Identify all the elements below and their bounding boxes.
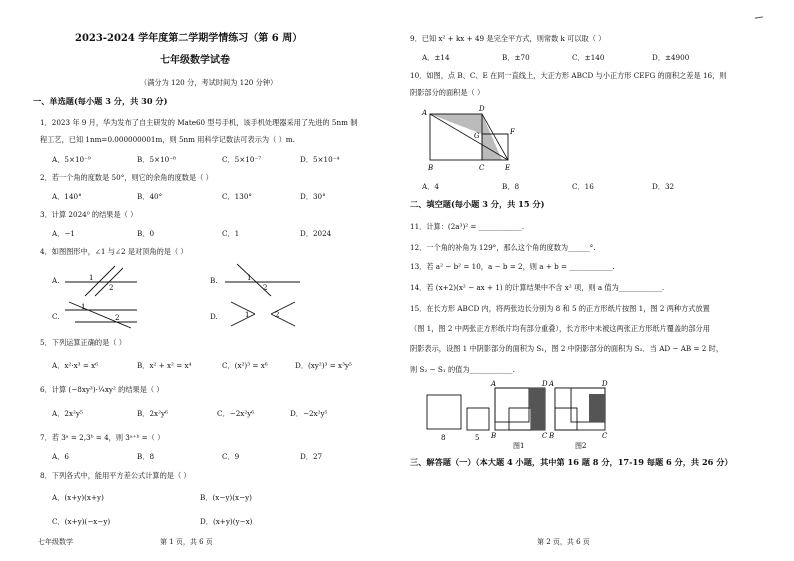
- exam-title: 2023-2024 学年度第二学期学情练习（第 6 周）: [75, 33, 303, 44]
- q10-option-b: B．8: [502, 182, 520, 191]
- q9-option-b: B．±70: [502, 53, 530, 62]
- q3-stem: 3．计算 2024⁰ 的结果是（ ）: [40, 210, 138, 219]
- q3-option-a: A．−1: [52, 229, 75, 238]
- q3-option-b: B．0: [137, 229, 155, 238]
- q6-option-b: B．2x²y⁶: [137, 409, 168, 418]
- q8-option-b: B．(x−y)(x−y): [200, 493, 252, 502]
- q7-option-a: A．6: [52, 452, 69, 461]
- q10-label-f: F: [510, 128, 515, 136]
- q5-option-c: C．(x²)³ = x⁶: [222, 361, 268, 370]
- q10-option-c: C．16: [572, 182, 594, 191]
- q15-line4: 则 S₂ − S₁ 的值为____________.: [410, 365, 515, 374]
- q6-option-c: C．−2x²y⁶: [217, 409, 255, 418]
- q15-fig2-label-d: D: [602, 380, 608, 388]
- q4b-label-1: 1: [247, 274, 252, 282]
- q7-option-b: B．8: [137, 452, 155, 461]
- q10-label-e: E: [505, 164, 511, 172]
- footer-page-right: 第 2 页，共 6 页: [537, 538, 590, 546]
- q8-option-c: C．(x+y)(−x−y): [52, 517, 111, 526]
- q8-option-a: A．(x+y)(x+y): [52, 493, 104, 502]
- q4d-label-2: 2: [275, 311, 280, 319]
- exam-subtitle: 七年级数学试卷: [160, 55, 230, 66]
- q1-option-a: A．5×10⁻⁹: [52, 155, 91, 164]
- q15-fig2-label-c: C: [602, 432, 608, 440]
- q7-option-c: C．9: [222, 452, 240, 461]
- q15-fig1-caption: 图1: [513, 442, 525, 450]
- q9-option-d: D．±4900: [652, 53, 690, 62]
- q1-line2: 程工艺，已知 1nm=0.000000001m，则 5nm 用科学记数法可表示为（ ）m.: [40, 135, 295, 144]
- q10-line1: 10．如图，点 B、C、E 在同一直线上，大正方形 ABCD 与小正方形 CEFG 的面积之差是 16，则: [410, 71, 727, 80]
- q6-option-a: A．2x²y⁵: [52, 409, 83, 418]
- q4c-label-1: 1: [81, 303, 86, 311]
- q1-option-d: D．5×10⁻⁴: [300, 155, 340, 164]
- q2-option-d: D．30°: [300, 192, 326, 201]
- q10-label-a: A: [422, 109, 428, 117]
- q8-stem: 8．下列各式中，能用平方差公式计算的是（ ）: [40, 471, 191, 480]
- ink-mark: [755, 16, 763, 20]
- q10-line2: 阴影部分的面积是（ ）: [410, 88, 485, 97]
- q4a-label-1: 1: [89, 274, 94, 282]
- footer-page-left: 第 1 页，共 6 页: [160, 538, 213, 546]
- q7-stem: 7．若 3ᵃ = 2,3ᵇ = 4，则 3ᵃ⁺ᵇ =（ ）: [40, 433, 165, 442]
- q4-figure-c: [65, 298, 140, 332]
- q2-stem: 2．若一个角的度数是 50°，则它的余角的度数是（ ）: [40, 173, 213, 182]
- q9-option-a: A．±14: [422, 53, 450, 62]
- q4-option-a: A.: [52, 276, 60, 285]
- q14-text: 14．若 (x+2)(x² − ax + 1) 的计算结果中不含 x² 项，则 a 值为____________.: [410, 283, 665, 292]
- q11-text: 11．计算：(2a³)² = ____________.: [410, 222, 525, 231]
- q1-option-c: C．5×10⁻⁷: [222, 155, 262, 164]
- q15-fig2-caption: 图2: [575, 442, 587, 450]
- q4-option-c: C.: [52, 312, 60, 321]
- q10-label-b: B: [428, 164, 434, 172]
- q2-option-c: C．130°: [222, 192, 252, 201]
- q15-fig2-label-b: B: [549, 432, 555, 440]
- q15-line2: （图 1，图 2 中两张正方形纸片均有部分重叠），长方形中未被这两张正方形纸片覆盖的部分用: [410, 324, 710, 333]
- q10-option-a: A．4: [422, 182, 439, 191]
- q6-option-d: D．−2x²y⁵: [290, 409, 328, 418]
- q5-option-d: D．(xy²)³ = x³y⁵: [295, 361, 352, 370]
- footer-subject: 七年级数学: [38, 538, 73, 546]
- q10-figure: [422, 104, 522, 176]
- q15-line1: 15．在长方形 ABCD 内，将两张边长分别为 8 和 5 的正方形纸片按图 1，图 2 两种方式放置: [410, 304, 710, 313]
- q15-label-5: 5: [475, 434, 480, 442]
- q4-figure-d: [225, 298, 305, 332]
- q15-fig2-label-a: A: [549, 380, 555, 388]
- q4-option-b: B.: [210, 276, 218, 285]
- q10-option-d: D．32: [652, 182, 675, 191]
- q4-figure-b: [225, 262, 305, 298]
- q9-stem: 9．已知 x² + kx + 49 是完全平方式，则常数 k 可以取（ ）: [410, 34, 606, 43]
- q4-stem: 4．如图图形中，∠1 与∠2 是对顶角的是（ ）: [40, 247, 188, 256]
- q5-option-a: A．x²·x³ = x⁶: [52, 361, 99, 370]
- q10-label-g: G: [474, 132, 480, 140]
- q7-option-d: D．27: [300, 452, 323, 461]
- q12-text: 12．一个角的补角为 129°，那么这个角的度数为______°.: [410, 243, 596, 252]
- q1-option-b: B．5×10⁻⁸: [137, 155, 176, 164]
- q1-line1: 1．2023 年 9 月，华为发布了自主研发的 Mate60 型号手机，该手机处理器采用了先进的 5nm 制: [40, 118, 358, 127]
- q2-option-a: A．140°: [52, 192, 82, 201]
- q4d-label-1: 1: [245, 311, 250, 319]
- q6-stem: 6．计算 (−8xy³)·¼xy² 的结果是（ ）: [40, 385, 164, 394]
- q15-label-8: 8: [441, 434, 446, 442]
- q4-figure-a: [65, 262, 140, 298]
- q3-option-d: D．2024: [300, 229, 332, 238]
- section-1-title: 一、单选题(每小题 3 分，共 30 分): [33, 96, 168, 106]
- q15-fig1-label-c: C: [542, 432, 548, 440]
- q10-label-d: D: [479, 105, 485, 113]
- q15-figures: [425, 380, 635, 452]
- q5-stem: 5．下列运算正确的是（ ）: [40, 338, 126, 347]
- q13-text: 13．若 a² − b² = 10，a − b = 2，则 a + b = ____________.: [410, 262, 615, 271]
- q3-option-c: C．1: [222, 229, 240, 238]
- q15-fig1-label-d: D: [542, 380, 548, 388]
- q5-option-b: B．x² + x² = x⁴: [137, 361, 192, 370]
- q8-option-d: D．(x+y)(y−x): [200, 517, 253, 526]
- section-3-title: 三、解答题（一）（本大题 4 小题，其中第 16 题 8 分，17-19 每题 6 分，共 26 分）: [410, 457, 733, 467]
- q15-fig1-label-a: A: [491, 380, 497, 388]
- q4b-label-2: 2: [263, 284, 268, 292]
- section-2-title: 二、填空题(每小题 3 分，共 15 分): [410, 199, 545, 209]
- q10-label-c: C: [479, 164, 485, 172]
- q4c-label-2: 2: [115, 314, 120, 322]
- q4-option-d: D.: [210, 312, 218, 321]
- page-right: [397, 0, 794, 561]
- q2-option-b: B．40°: [137, 192, 163, 201]
- q15-line3: 阴影表示，设图 1 中阴影部分的面积为 S₁，图 2 中阴影部分的面积为 S₂．当 AD − AB = 2 时，: [410, 344, 724, 353]
- q9-option-c: C．±140: [572, 53, 605, 62]
- exam-info: （满分为 120 分，考试时间为 120 分钟）: [140, 78, 278, 87]
- q4a-label-2: 2: [109, 284, 114, 292]
- q15-fig1-label-b: B: [491, 432, 497, 440]
